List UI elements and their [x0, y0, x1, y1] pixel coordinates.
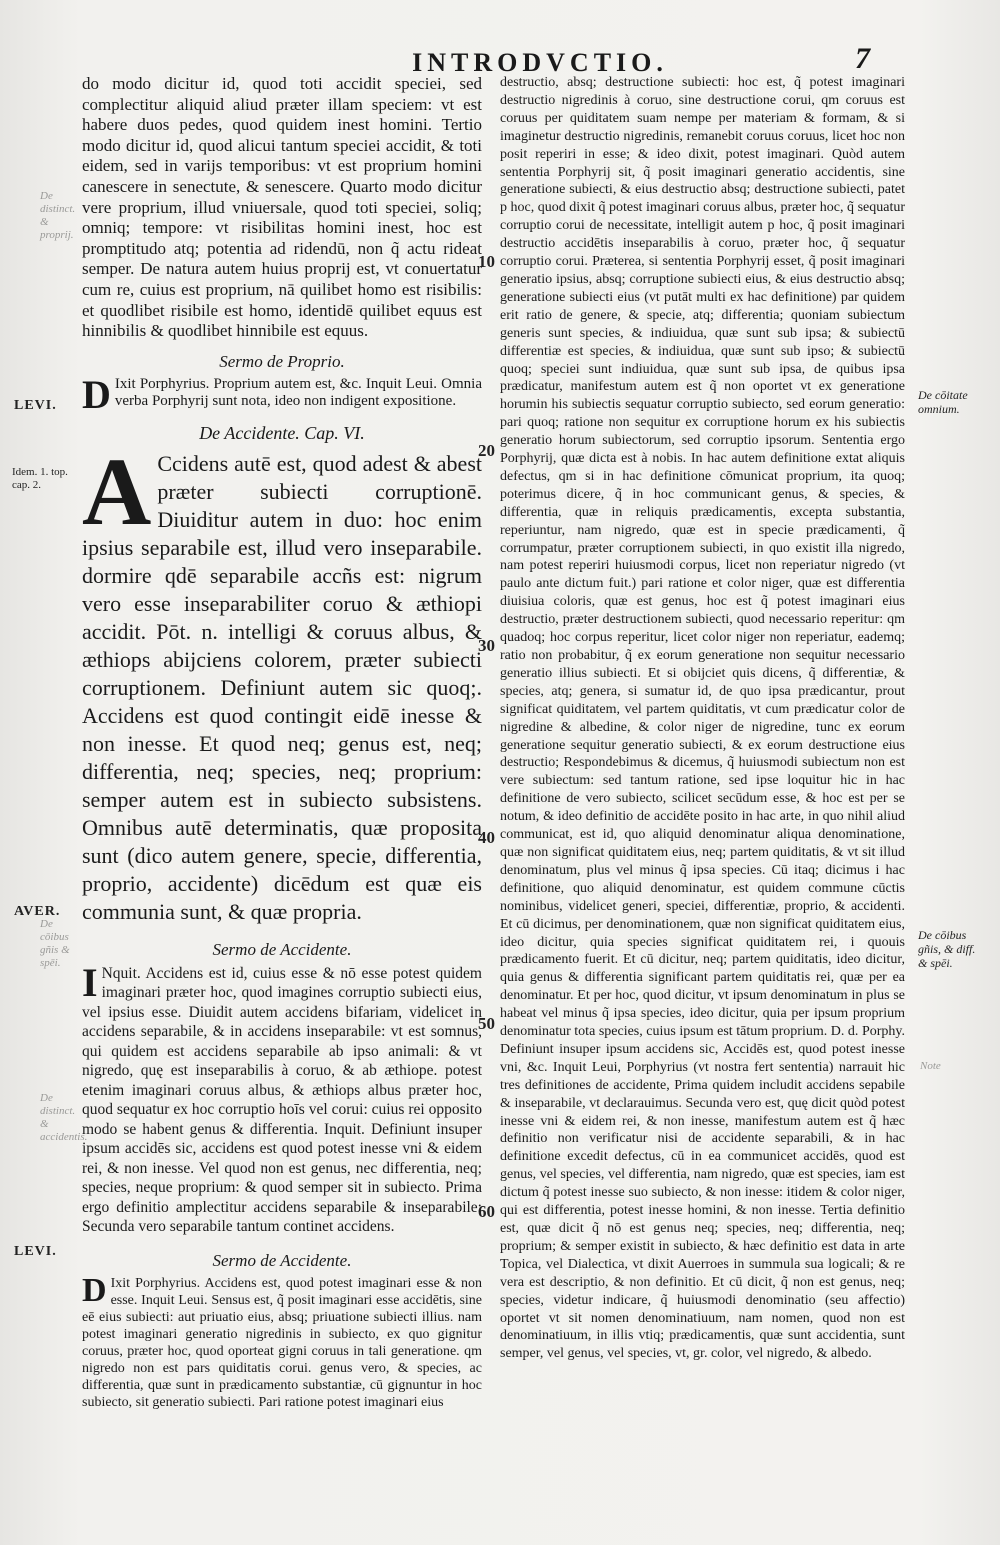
margin-ghost-note: Note: [920, 1060, 941, 1072]
running-head: INTRODVCTIO.: [412, 48, 668, 77]
sidenote-de-coibus: De cōibus gñis, & diff. & spēi.: [918, 928, 976, 970]
right-column-commentary: destructio, absq; destructione subiecti: hoc est, q̃ potest imaginari destructio nigredinis à coruo, sine destructione corui, qm coruus est coruus per quiditatem suam nempe per materiam & formam, & si imaginetur destructio nigredinis, remanebit coruus coruus, licet hoc non posit reperiri in esse; & ideo dixit, potest imaginari. Quòd autem sententia Porphyrij sit, q̃ posit imaginari generatio accidentis, sine generatione subiecti, & eius destructio absq; destructione subiecti, patet p hoc, quod dixit q̃ potest imaginari coruus albus, præter hoc, q̃ sequatur corruptio corui de necessitate, intelligit autem p hoc, q̃ posit imaginari destructio accidētis inseparabilis à coruo, præter hoc, q̃ sequatur corruptio corui. Præterea, si sententia Porphyrij esset, q̃ posit imaginari generatio ipsius, absq; corruptione subiecti eius, & eius destructio absq; generatione subiecti eius (vt putāt multi ex hac definitione) par quidem erit ratio de genere, & specie, atq; differentia; quoniam subiectum generis sunt species, & indiuidua, quæ sunt sub ipsa; & subiectū differentiæ est species, & indiuidua, quæ sunt sub ipso; & subiectū quoq; speciei sunt indiuidua, quæ sunt sub ipsa, de quibus ipsa prædicatur, manifestum autem est q̃ non oportet vt ex generatione horumin his subiectis sequatur corruptio subiecto, sed eorum generatio: pari quoq; ratione non sequitur ex corruptione horum ex his subiectis generatio horum subiectorum, sed corruptio ipsorum. Sententia ergo Porphyrij, quæ dicta est à nobis. In hac autem definitione extat aliquis defectus, qm si in hac definitione cōmunicat proprium, ita quoq; poterimus dicere, q̃ in hoc communicant genus, & species, & differentia, quæ in reliquis prædicamentis, excepta substantia, reperiuntur, nam nigredo, quæ est in specie prædicamenti, q̃ corrumpatur, præter corruptionem subiecti, in quo existit illa nigredo, nam potest reperiri huiusmodi corpus, licet non reperiatur nigredo (vt paulo ante dictum fuit.) pari ratione et color niger, quæ est differentia diuisiua coloris, quæ est genus, hoc est q̃ potest imaginari eius destructio, præter destructionem subiecti, quod necessario reperitur: qm quadoq; hoc corpus reperitur, licet color niger non reperiatur, eademq; ratio non probabitur, q̃ ex eorum generatione non sequitur necessario generatio illius subiecti. Et si obijciet quis dicens, q̃ differentiæ, & species, atq; genera, si sumatur id, de quo ipsa prædicantur, prout significat quiditatem, vel partem quiditatis, vt cum prædicatur color de nigredine & albedine, & color niger de nigredine, tunc ex eorum generatione sequitur generatio subiecti, & ex eorum destructione eius destructio; Respondebimus & dicemus, q̃ huiusmodi subiectum non est vere subiectum: sed tantum ratione, sed ipse loquitur hic in hac definitione de vero subiecto, scilicet secūdum esse, & hoc est per se notum, & ideo definitio de accidēte posito in hac arte, in quo nihil aliud communicat, est id, quo aliquid denominatur aliqua denominatione, quæ non significat quiditatem eius, neq; partem quiditatis, & vt sit illud denominatum, plus vel minus q̃ ipsa species. Cū itaq; dicimus i hac definitione, quo aliquid denominatur, est quidem commune cūctis nominibus, videlicet generi, speciei, differentiæ, proprio, & accidenti. Et cū dicimus, per denominationem, quæ non significat quiditatem eius, ideo dicitur, quia species significat quiditatem rei, i quouis prædicamento fuerit. Et cū dicitur, neq; partem quiditatis, ideo dicitur, quia genus & differentia significant partem quiditatis rei, quæ per ea denominatur. Et per hoc, quod dicitur, vt ipsum denominatum in plus se habeat vel minus q̃ ipsa species, ideo dicitur, quia per ipsum proprium denominatur tota species, cuius ipsum est tātum proprium. D. d. Porphy. Definiunt insuper ipsum accidens sic, Accidēs est, quod potest inesse vni, &c. Inquit Leui, Porphyrius (vt nostra fert sententia) narrauit hic tres definitiones de accidente, Prima quidem includit accidens sepabile & inseparabile, vt declarauimus. Secunda vero est, quę dicit quòd potest inesse vni & eidem rei, & non inesse, manifestum autem est q̃ hæc definitio non verificatur nisi de accidente separabili, & in hac definitione excedit defectus, cū in ea communicet accidēs, quod est genus, vel species, vel differentia, nam nigredo, quæ est species, iam est dictum q̃ potest inesse suo subiecto, & non inesse: itidem & color niger, qui est differentia, potest inesse homini, & non inesse. Tertia definitio est, quæ dicit q̃ nō est genus neq; species, neq; differentia, neq; proprium; & semper existit in subiecto, & hæc definitio est data in arte Topica, vel Dialectica, vt dixit Auerroes in summula sua logicali; & re vera est descriptio, & non definitio. Et cū dicit, q̃ non est genus, neq; species, videtur indicare, q̃ huiusmodi denominatio (seu affectio) oportet vt sit nomen denominatiuum, nam nomen, quod non est denominatiuum, in illis vtiq; prædicamentis, quæ sunt accidentia, sunt semper, vel genus, vel species, vt, gr. color, vel nigredo, & albedo.: [500, 75, 905, 1362]
levi-commentary-proprio: [82, 371, 482, 417]
drop-cap: D: [82, 1271, 107, 1309]
sidenote-levi: LEVI.: [14, 1244, 57, 1259]
left-column: [82, 74, 482, 1410]
page-number: 7: [855, 42, 870, 75]
averroes-commentary: [82, 959, 482, 1237]
sidenote-levi: LEVI.: [14, 398, 57, 413]
averroes-text: Nquit. Accidens est id, cuius esse & nō esse potest quidem imaginari præter hoc, quod imagines corruptio subiecti eius, vel ipsius esse. Diuidit autem accidens bifariam, videlicet in accidens separabile, & in accidens inseparabile: vt est somnus, qui quidem est accidens separabile ab ipso animali: & vt nigredo, quę est inseparabilis à coruo, & ab æthiope. potest etenim imaginari coruus albus, & æthiops albus præter hoc, quod sequatur ex hoc corruptio hoīs vel corui: cuius rei opposito modo se habent genus & differentia. Inquit. Definiunt insuper ipsum accidēs sic, accidens est quod potest inesse vni & eidem rei, & non inesse. Vel quod non est genus, nec differentia, neq; species, neque proprium: & quod semper sit in subiecto. Prima ergo definitio amplectitur accidens separabile & inseparabile: Secunda vero separabile tantum continet accidens.: [82, 964, 482, 1236]
line-number: 60: [478, 1202, 495, 1221]
line-number: 10: [478, 252, 495, 271]
line-number: 40: [478, 828, 495, 847]
margin-ghost-note: De cōibus gñis & spēi.: [40, 918, 70, 969]
line-number: 20: [478, 441, 495, 460]
drop-cap: A: [82, 437, 152, 545]
drop-cap: I: [82, 959, 98, 1005]
section-heading: Sermo de Accidente.: [212, 939, 352, 959]
section-heading: Sermo de Accidente.: [212, 1250, 352, 1270]
porphyry-text: Ccidens autē est, quod adest & abest præter subiecti corruptionē. Diuiditur autem in duo: hoc enim ipsius separabile est, illud vero inseparabile. dormire qdē separabile accñs est: nigrum vero esse inseparabiliter coruo & æthiopi accidit. Pōt. n. intelligi & coruus albus, & æthiops abijciens colorem, præter subiecti corruptionem. Definiunt autem sic quoq;. Accidens est quod contingit eidē inesse & non inesse. Et quod neq; genus est, neq; differentia, neq; species, neq; proprium: semper autem est in subiecto subsistens. Omnibus autē determinatis, quæ proposita sunt (dico autem genere, specie, differentia, proprio, accidente) dicēdum est quæ eis communia sunt, & quæ propria.: [82, 450, 482, 924]
margin-ghost-note: De distinct. & proprij.: [40, 190, 76, 241]
levi-commentary-text: Ixit Porphyrius. Proprium autem est, &c. Inquit Leui. Omnia verba Porphyrij sunt nota, ideo non indigent expositione.: [114, 375, 482, 410]
section-heading: Sermo de Proprio.: [219, 351, 345, 371]
drop-cap: D: [82, 371, 111, 417]
paragraph-proprium-continued: do modo dicitur id, quod toti accidit speciei, sed complectitur aliquid aliud præter illam speciem: vt est habere duos pedes, quod quidem inest homini. Tertio modo dicitur id, quod alicui tantum speciei accidit, & toti eidem, sed in varijs temporibus: vt est proprium homini canescere in senectute, & senescere. Quarto modo dicitur vere proprium, illud vniuersale, quod toti speciei, soliq; omniq; tempore: vt risibilitas homini inest, hoc est promptitudo atq; potentia ad ridendū, non q̃ actu rideat semper. De natura autem huius proprij est, vt conuertatur cum re, cuius est proprium, nā quilibet homo est risibilis: et quodlibet risibile est homo, identidē quilibet equus est hinnibilis & quodlibet hinnibile est equus.: [82, 74, 482, 341]
levi-commentary-accidente: [82, 1271, 482, 1411]
sidenote-idem: Idem. 1. top. cap. 2.: [12, 466, 68, 491]
porphyry-text-accidens: [82, 437, 482, 926]
sidenote-de-coitate: De cōitate omnium.: [918, 388, 968, 416]
margin-ghost-note: De distinct. & accidentis.: [40, 1092, 88, 1143]
right-column: [500, 74, 905, 1404]
sidenote-aver: AVER.: [14, 904, 61, 919]
line-number: 30: [478, 636, 495, 655]
line-number: 50: [478, 1014, 495, 1033]
chapter-title: De Accidente. Cap. VI.: [199, 422, 365, 443]
levi-commentary-text: Ixit Porphyrius. Accidens est, quod potest imaginari esse & non esse. Inquit Leui. Sensus est, q̃ posit imaginari esse accidētis, sine eē eius subiecti: aut priuatio eius, absq; priuatione subiecti illius. nam potest imaginari generatio nigredinis in subiecto, ex quo gignitur coruus, præter hoc, quod oporteat gigni coruus in tali generatione. qm nigredo non est pars quiditatis corui. genus vero, & species, ac differentia, quæ sunt in prædicamento substantiæ, cū gignuntur in hoc subiecto, sit generatio subiecti. Pari ratione potest imaginari eius: [82, 1275, 482, 1410]
